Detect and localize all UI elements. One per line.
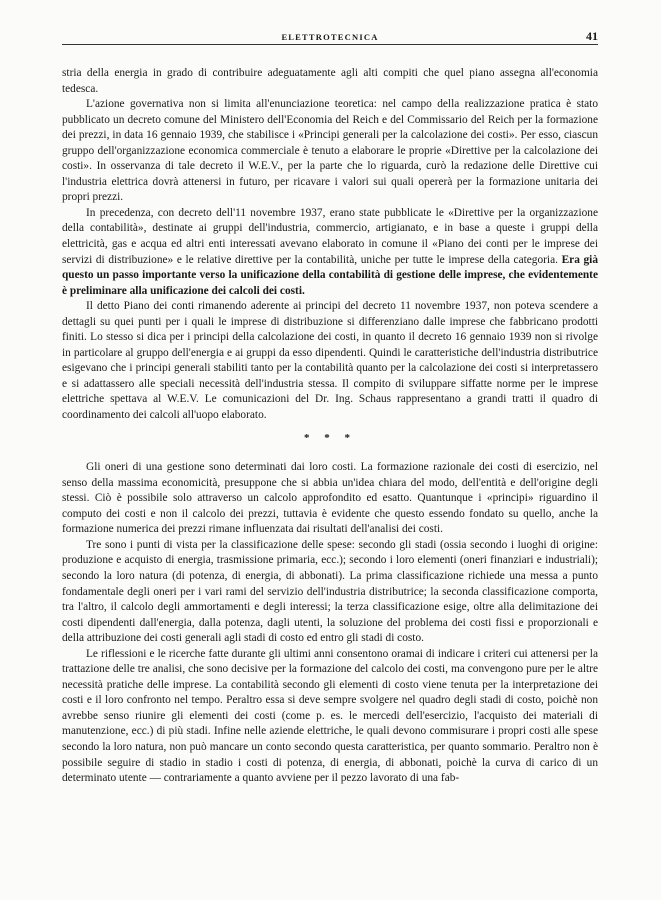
paragraph-7: Le riflessioni e le ricerche fatte durante gli ultimi anni consentono oramai di indicare i criteri cui attenersi per la trattazione delle tre analisi, che sono decisive per la formazione del calcolo dei costi, ma convengono pure per le altre necessità pratiche delle imprese. La contabilità secondo gli elementi di costo viene tenuta per la interpretazione dei costi e il loro confronto nel tempo. Peraltro essa si deve sempre svolgere nel quadro degli stadi di costo, poichè non avrebbe senso riunire gli elementi dei costi (come p. es. le mercedi dell'esercizio, l'acquisto dei materiali di manutenzione, ecc.) di più stadi. Infine nelle aziende elettriche, le quali devono commisurare i propri costi alle spese secondo la loro natura, non può mancare un conto secondo questa caratteristica, per quanto sommario. Peraltro non è possibile seguire di stadio in stadio i costi di potenza, di energia, di abbonati, poichè la curva di carico di un determinato utente — contrariamente a quanto avviene per il pezzo lavorato di una fab-: [62, 647, 598, 785]
paragraph-3-text: In precedenza, con decreto dell'11 novembre 1937, erano state pubblicate le «Direttive per la organizzazione della contabilità», destinate ai gruppi dell'industria, commercio, artigianato, e in base a queste i gruppi della elettricità, gas e acqua ed altri enti interessati avevano elaborato in comune il «Piano dei conti per le imprese dei servizi di distribuzione» e le relative direttive per la contabilità, uniche per tutte le imprese della categoria.: [62, 206, 598, 266]
paragraph-3-bold-text: Era già questo un passo importante verso la unificazione della contabilità di gestione delle imprese, che evidentemente è preliminare alla unificazione dei calcoli dei costi.: [62, 253, 598, 297]
page-number: 41: [586, 29, 598, 43]
running-header: [62, 30, 598, 45]
paragraph-5: Gli oneri di una gestione sono determinati dai loro costi. La formazione razionale dei costi di esercizio, nel senso della massima economicità, presuppone che si abbia un'idea chiara del modo, dell'entità e dell'origine degli stessi. Ciò è possibile solo attraverso un calcolo approfondito ed esatto. Quantunque i «principi» riguardino il computo dei costi e non il calcolo dei prezzi, tuttavia è evidente che questo essendo fondato su quello, anche la formazione numerica dei prezzi rimane influenzata dai risultati dell'analisi dei costi.: [62, 461, 598, 536]
journal-title: ELETTROTECNICA: [281, 32, 379, 42]
paragraph-6: Tre sono i punti di vista per la classificazione delle spese: secondo gli stadi (ossia secondo i luoghi di origine: produzione e acquisto di energia, trasmissione primaria, ecc.); secondo i loro elementi (oneri finanziari e industriali); secondo la loro natura (di potenza, di energia, di abbonati). La prima classificazione richiede una messa a punto fondamentale degli oneri per i vari rami del servizio dell'industria distributrice; la seconda classificazione comporta, tra l'altro, il calcolo degli ammortamenti e degli interessi; la terza classificazione esige, oltre alla delimitazione dei costi dipendenti dall'energia, dalla potenza, dagli utenti, la soluzione del problema dei costi fissi e proporzionali e della attribuzione dei costi generali agli stadi di costo ed entro gli stadi di costo.: [62, 538, 598, 645]
article-body: [62, 66, 598, 787]
paragraph-2: L'azione governativa non si limita all'enunciazione teoretica: nel campo della realizzazione pratica è stato pubblicato un decreto comune del Ministero dell'Economia del Reich e del Commissario del Reich per la formazione dei prezzi, in data 16 gennaio 1939, che stabilisce i «Principi generali per la calcolazione dei costi». Per esso, ciascun gruppo dell'organizzazione economica commerciale è tenuto a elaborare le proprie «Direttive per la calcolazione dei costi». In osservanza di tale decreto il W.E.V., per la parte che lo riguarda, curò la redazione delle Direttive cui l'industria elettrica dovrà attenersi in futuro, per ricavare i valori sui quali opererà per la formazione unitaria dei propri prezzi.: [62, 98, 598, 204]
paragraph-1: stria della energia in grado di contribuire adeguatamente agli alti compiti che quel piano assegna all'economia tedesca.: [62, 67, 598, 95]
paragraph-4: Il detto Piano dei conti rimanendo aderente ai principi del decreto 11 novembre 1937, non poteva scendere a dettagli su quei punti per i quali le imprese di distribuzione si differenziano dalle imprese che fabbricano prodotti finiti. Lo stesso si dica per i principi della calcolazione dei costi, in quanto il decreto 16 gennaio 1939 non si rivolge in particolare al gruppo dell'energia e ai gruppi da esso dipendenti. Quindi le caratteristiche dell'industria distributrice esigevano che i principi generali stabiliti tanto per la contabilità quanto per la calcolazione dei costi si interpretassero e si adattassero alle speciali necessità dell'industria stessa. Il compito di sviluppare siffatte norme per le imprese elettriche spettava al W.E.V. Le comunicazioni del Dr. Ing. Schaus rappresentano a grandi tratti il quadro di coordinamento dei calcoli all'uopo elaborato.: [62, 300, 598, 422]
section-separator: * * *: [304, 431, 356, 444]
paragraph-3: [62, 206, 598, 299]
